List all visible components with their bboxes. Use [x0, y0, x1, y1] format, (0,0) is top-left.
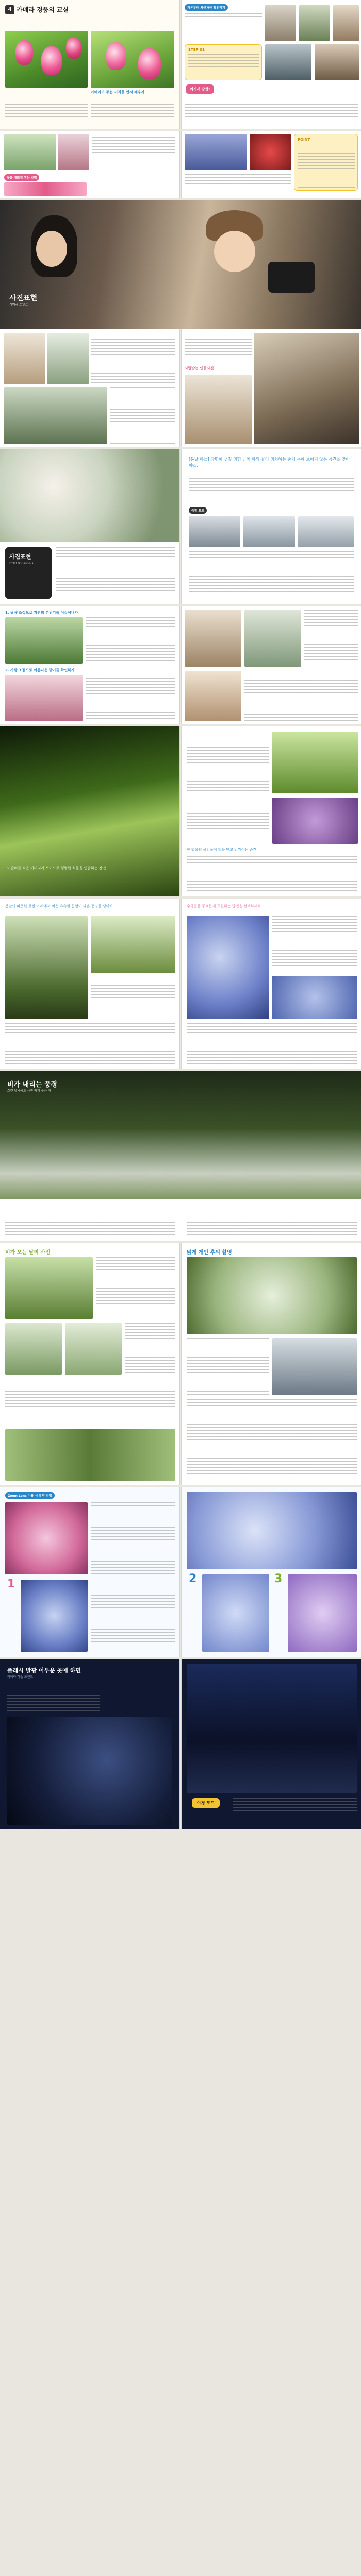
text-block: [304, 610, 358, 667]
night-mode-sticker: 야경 모드: [192, 1798, 220, 1808]
blossom-photo: [0, 449, 179, 542]
text-block: [185, 174, 291, 195]
spread-5: [0, 899, 361, 1069]
green-field-photo: [5, 1257, 93, 1319]
section-heading: 비가 내리는 풍경: [7, 1081, 57, 1089]
photographer-photo-4: [265, 44, 311, 80]
night-portrait-photo: [7, 1717, 172, 1825]
lesson-box: [5, 547, 52, 599]
section-sub: 카메라 학습 포인트: [7, 1675, 34, 1679]
page-right: [182, 329, 361, 447]
page-right: [182, 1199, 361, 1241]
rain-drop-photo: [5, 1323, 62, 1375]
text-block: [91, 1502, 175, 1574]
spread-9: [0, 1659, 361, 1829]
page-left: [0, 1659, 179, 1829]
woman-camera-photo: [254, 333, 359, 444]
page-left: [0, 606, 179, 724]
page-left: [0, 329, 179, 447]
photographer-photo-5: [315, 44, 359, 80]
text-block: [5, 1379, 175, 1425]
lesson-box-sub: 카메라 학습 포인트 1: [9, 562, 34, 565]
section-heading: 기본부터 차근차근 확인하기: [185, 4, 228, 11]
text-block: [244, 671, 358, 721]
right-body: [185, 95, 358, 124]
text-block: [187, 1023, 357, 1064]
text-block: [189, 551, 354, 600]
lavender-photo: [185, 134, 247, 170]
step-number-1: 1: [7, 1578, 15, 1590]
text-block: [96, 1257, 175, 1319]
portrait-photo-2: [47, 333, 89, 384]
spread-8: [0, 1487, 361, 1657]
hydrangea-field-photo: [187, 1492, 357, 1569]
hydrangea-blue-photo: [21, 1580, 88, 1652]
hydrangea-close-photo: [202, 1574, 269, 1652]
section-heading: 플래시 발광 어두운 곳에 하면: [7, 1667, 81, 1674]
chapter-badge: 4: [5, 5, 14, 14]
text-block: [86, 617, 175, 664]
photographer-photo-2: [299, 5, 330, 41]
flower-close-photo: [5, 675, 83, 721]
section-sub: 흐린 날씨에도 사진 찍기 좋은 때: [7, 1089, 51, 1093]
spread-6: [0, 1071, 361, 1241]
hydrangea-purple-photo: [288, 1574, 357, 1652]
soft-focus-photo: [187, 1257, 357, 1334]
page-right: [182, 726, 361, 896]
portrait-hero-photo: [0, 200, 361, 329]
night-street-photo: [187, 1664, 357, 1793]
item-2-title: 2. 사광 조절으로 아름다운 밝기를 확인하자: [5, 668, 75, 672]
rain-drop-photo-2: [65, 1323, 122, 1375]
text-block: [187, 856, 357, 892]
woman-small-photo: [185, 375, 252, 444]
pink-banner: 꽃을 예쁘게 찍는 방법: [4, 174, 39, 181]
text-block: [91, 333, 175, 384]
text-block: [187, 1399, 357, 1481]
text-block: [86, 675, 175, 721]
garden-photo-1: [4, 134, 56, 170]
spread-1: [0, 0, 361, 129]
body-text-right: [91, 98, 174, 123]
spread-3b: [0, 606, 361, 724]
spread-3: [0, 449, 361, 604]
step-number-3: 3: [274, 1572, 283, 1585]
photographer-photo-3: [333, 5, 359, 41]
text-block: [92, 134, 175, 170]
text-block: [125, 1323, 175, 1375]
bubble: 여기서 잠깐!: [186, 84, 214, 94]
page-right: [182, 606, 361, 724]
photo-caption: 사랑받는 인물사진: [185, 366, 214, 370]
page-left: [0, 726, 179, 896]
text-block: [185, 333, 252, 364]
page-left: [0, 1071, 179, 1241]
page-right: [182, 1659, 361, 1829]
metering-diagram-1: [189, 516, 240, 547]
girl-outdoor-photo: [185, 610, 241, 667]
text-block: [5, 1023, 175, 1064]
photo-caption: 카메라가 주는 기적을 먼저 배우자: [91, 90, 145, 94]
page-left: [0, 1243, 179, 1485]
metering-diagram-3: [298, 516, 354, 547]
tip-box: [185, 44, 262, 80]
headline: 사진표현: [9, 294, 38, 302]
photo-caption: 이슬비를 찍은 이미지가 보이므로 평범한 식물을 연출하는 장면: [7, 866, 106, 870]
tree-path-photo: [5, 916, 88, 1019]
body-text-left: [5, 98, 88, 123]
text-block: [233, 1798, 357, 1825]
right-intro: [185, 13, 262, 34]
page-right: [182, 131, 361, 198]
portrait-photo-1: [4, 333, 45, 384]
red-flower-photo: [250, 134, 291, 170]
photographer-photo-1: [265, 5, 296, 41]
spread-2b: [0, 329, 361, 447]
girl-outdoor-photo-2: [244, 610, 301, 667]
text-block: [7, 1683, 100, 1714]
girl-outdoor-photo-3: [185, 671, 241, 721]
note-box: [294, 134, 358, 191]
page-left: [0, 449, 179, 604]
text-block: [272, 916, 357, 973]
page-left: [0, 899, 179, 1069]
garden-photo-2: [58, 134, 89, 170]
page-right: [182, 449, 361, 604]
bottom-strip-photo: [5, 1429, 175, 1481]
metering-diagram-2: [243, 516, 295, 547]
leaf-photo: [272, 732, 358, 793]
garden-view-photo: [91, 916, 175, 973]
text-block: [5, 1204, 175, 1236]
page-right: [182, 1243, 361, 1485]
text-block: [187, 798, 269, 844]
text-block: [110, 387, 175, 444]
page-right: [182, 899, 361, 1069]
tip-left: 봄날의 따뜻한 햇살 아래에서 찍은 촉촉한 꽃잎이 나온 풍경을 담아요: [5, 904, 113, 908]
text-block: [91, 976, 175, 1019]
right-title: 맑게 개인 후의 촬영: [187, 1250, 232, 1256]
page-left: [0, 131, 179, 198]
purple-flower-photo: [272, 798, 358, 844]
metering-label: 측광 모드: [189, 507, 207, 514]
tulip-photo-main: [5, 31, 88, 88]
text-block: [56, 547, 175, 599]
spread-1b: [0, 131, 361, 198]
page-title: 카메라 경품의 교실: [17, 6, 69, 13]
hydrangea-pink-photo: [5, 1502, 88, 1574]
hydrangea-photo-2: [272, 976, 357, 1019]
camera-settings-photo: [272, 1338, 357, 1395]
tip-right: 수국꽃을 풍요롭게 표현하는 방법을 선택하세요: [187, 904, 261, 908]
left-title: 비가 오는 날의 사진: [5, 1250, 51, 1256]
intro-text: [5, 18, 174, 29]
pink-flower-photo: [4, 182, 87, 196]
hydrangea-photo-1: [187, 916, 269, 1019]
text-block: [187, 1204, 357, 1236]
quote-text: [봄날 하늘] 장면이 생길 위험 근처 하위 꽃이 위치하는 중에 눈에 보이지 않는 공간을 찾아야죠.: [189, 457, 350, 468]
tulip-photo-second: [91, 31, 174, 88]
right-note: 한 방울의 물방울이 빛을 받고 반짝이는 순간: [187, 848, 257, 852]
page-left: [0, 1487, 179, 1657]
tree-photo: [4, 387, 107, 444]
spread-7: [0, 1243, 361, 1485]
headline-sub: 카메라 포인트: [9, 303, 28, 307]
spread-2: [0, 200, 361, 329]
text-block: [91, 1580, 175, 1652]
zoom-banner: Zoom Lens 이용 시 촬영 방법: [5, 1492, 55, 1499]
tip-step-1: STEP 01: [188, 48, 205, 52]
step-number-2: 2: [189, 1572, 197, 1585]
page-right: [182, 1487, 361, 1657]
text-block: [187, 1338, 269, 1395]
lesson-box-title: 사진표현: [9, 553, 31, 560]
item-1-title: 1. 광량 조절으로 자연의 분위기를 이끌어내자: [5, 611, 78, 615]
page-left: [0, 0, 179, 129]
page-right: [182, 0, 361, 129]
spread-4: [0, 726, 361, 896]
note-title: POINT: [298, 138, 310, 142]
green-garden-photo: [5, 617, 83, 664]
text-block: [187, 732, 269, 793]
text-block: [189, 478, 354, 504]
